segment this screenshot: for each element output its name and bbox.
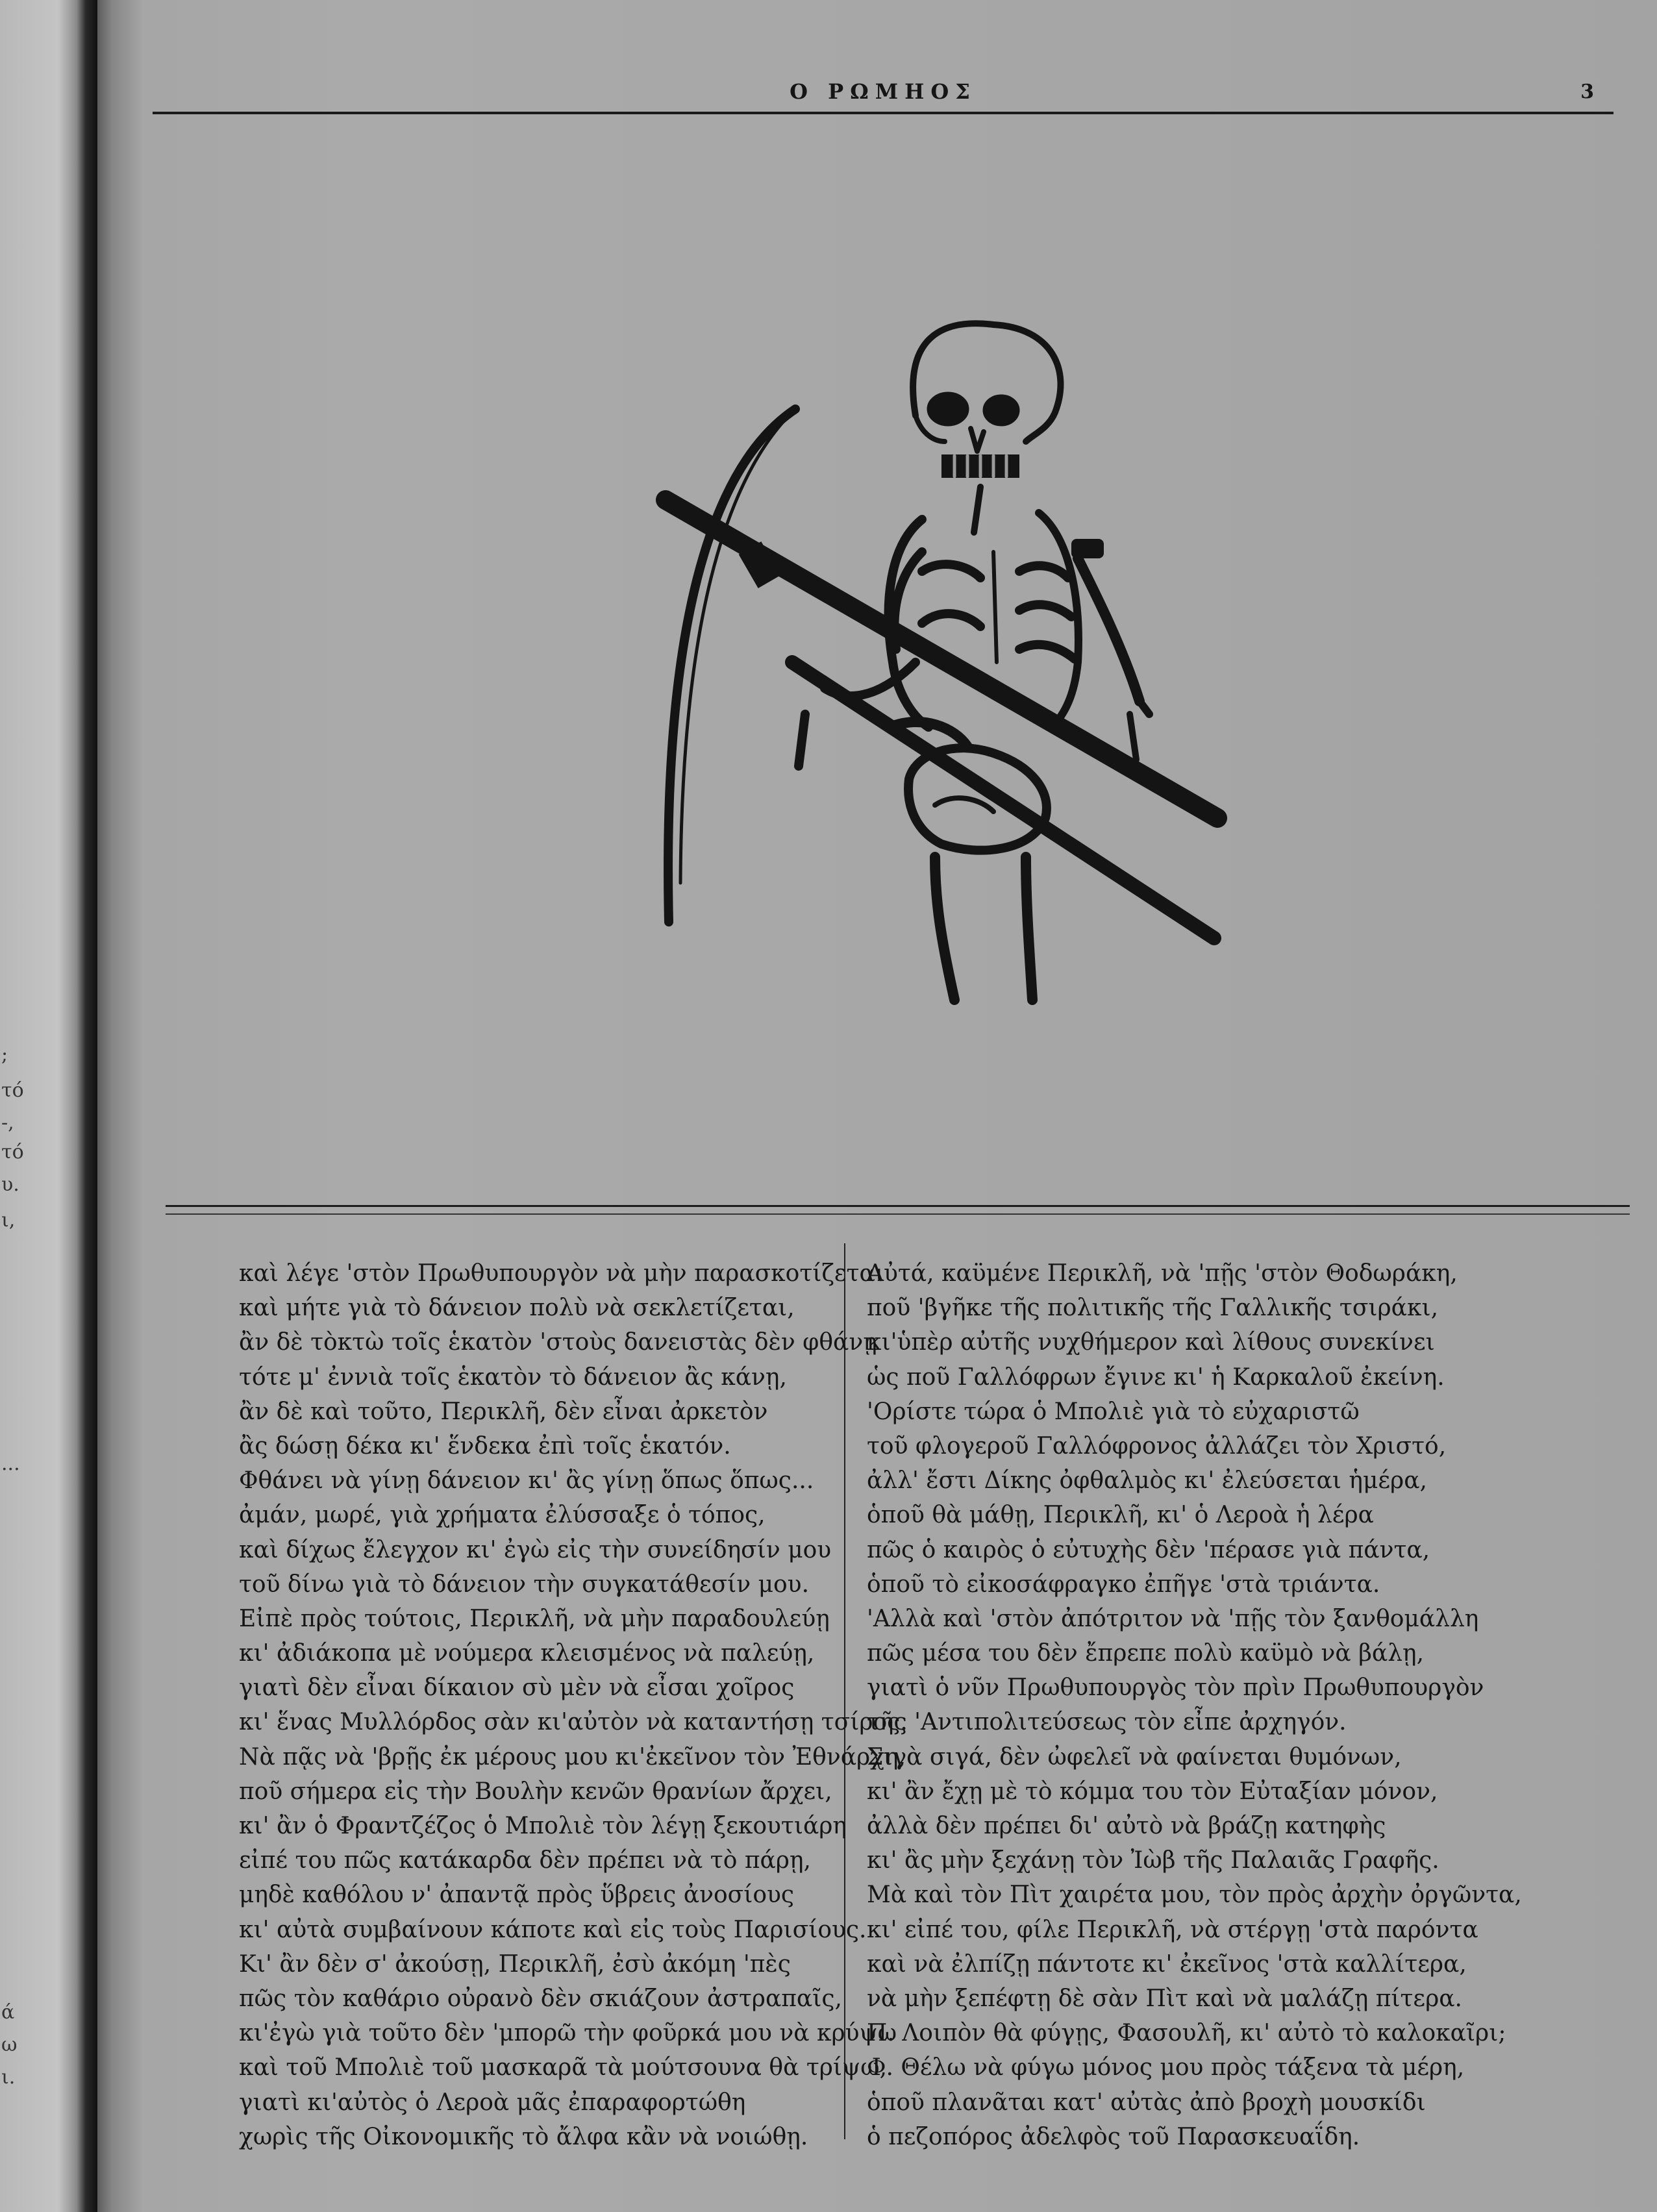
verse-line: Αὐτά, καϋμένε Περικλῆ, νὰ 'πῇς 'στὸν Θοδωράκη, — [867, 1260, 1458, 1287]
verse-line: κι' εἰπέ του, φίλε Περικλῆ, νὰ στέργῃ 'στὰ παρόντα — [867, 1916, 1478, 1943]
left-text-column — [239, 1256, 908, 2154]
margin-fragment: τό — [1, 1079, 24, 1102]
skeleton-scythe-illustration — [630, 299, 1227, 1019]
verse-line: τότε μ' ἐννιὰ τοῖς ἑκατὸν τὸ δάνειον ἂς κάνῃ, — [239, 1363, 787, 1391]
verse-line: καὶ δίχως ἔλεγχον κι' ἐγὼ εἰς τὴν συνείδησίν μου — [239, 1536, 832, 1563]
verse-line: ἂν δὲ τὸκτὼ τοῖς ἑκατὸν 'στοὺς δανειστὰς δὲν φθάνῃ — [239, 1329, 877, 1356]
verse-line: καὶ λέγε 'στὸν Πρωθυπουργὸν νὰ μὴν παρασκοτίζεται — [239, 1260, 884, 1287]
verse-line: ὡς ποῦ Γαλλόφρων ἔγινε κι' ἡ Καρκαλοῦ ἐκείνη. — [867, 1363, 1445, 1391]
verse-line: πῶς ὁ καιρὸς ὁ εὐτυχὴς δὲν 'πέρασε γιὰ πάντα, — [867, 1536, 1430, 1563]
verse-line: ἂς δώσῃ δέκα κι' ἕνδεκα ἐπὶ τοῖς ἑκατόν. — [239, 1432, 731, 1460]
verse-line: κι' ἀδιάκοπα μὲ νούμερα κλεισμένος νὰ παλεύῃ, — [239, 1640, 815, 1667]
right-text-column — [867, 1256, 1522, 2154]
margin-fragment: ω — [1, 2033, 18, 2056]
verse-line: τῆς 'Αντιπολιτεύσεως τὸν εἶπε ἀρχηγόν. — [867, 1709, 1347, 1736]
verse-line: ὁ πεζοπόρος ἀδελφὸς τοῦ Παρασκευαΐδη. — [867, 2123, 1360, 2150]
verse-line: ὁποῦ πλανᾶται κατ' αὐτὰς ἀπὸ βροχὴ μουσκίδι — [867, 2089, 1426, 2116]
verse-line: κι'ἐγὼ γιὰ τοῦτο δὲν 'μπορῶ τὴν φοῦρκά μου νὰ κρύψω — [239, 2020, 897, 2047]
verse-line: ποῦ σήμερα εἰς τὴν Βουλὴν κενῶν θρανίων ἄρχει, — [239, 1778, 832, 1805]
verse-line: Εἰπὲ πρὸς τούτοις, Περικλῆ, νὰ μὴν παραδουλεύῃ — [239, 1605, 830, 1632]
verse-line: κι' ἕνας Μυλλόρδος σὰν κι'αὐτὸν νὰ καταντήσῃ τσίρος. — [239, 1709, 908, 1736]
verse-line: Π. Λοιπὸν θὰ φύγῃς, Φασουλῆ, κι' αὐτὸ τὸ καλοκαῖρι; — [867, 2020, 1506, 2047]
verse-line: ὁποῦ τὸ εἰκοσάφραγκο ἐπῆγε 'στὰ τριάντα. — [867, 1571, 1380, 1598]
verse-line: καὶ νὰ ἐλπίζῃ πάντοτε κι' ἐκεῖνος 'στὰ καλλίτερα, — [867, 1950, 1467, 1978]
adjacent-page-fragments — [1, 0, 27, 2212]
newspaper-page — [97, 0, 1657, 2212]
section-rule — [166, 1205, 1630, 1215]
verse-line: χωρὶς τῆς Οἰκονομικῆς τὸ ἄλφα κἂν νὰ νοιώθῃ. — [239, 2123, 808, 2150]
margin-fragment: -, — [1, 1112, 14, 1134]
verse-line: εἰπέ του πῶς κατάκαρδα δὲν πρέπει νὰ τὸ πάρῃ, — [239, 1847, 811, 1874]
verse-line: νὰ μὴν ξεπέφτῃ δὲ σὰν Πὶτ καὶ νὰ μαλάζῃ πίτερα. — [867, 1985, 1462, 2012]
verse-line: πῶς τὸν καθάριο οὐρανὸ δὲν σκιάζουν ἀστραπαῖς, — [239, 1985, 842, 2012]
margin-fragment: ι. — [1, 2066, 16, 2089]
verse-line: γιατὶ δὲν εἶναι δίκαιον σὺ μὲν νὰ εἶσαι χοῖρος — [239, 1674, 795, 1702]
margin-fragment: τό — [1, 1141, 24, 1163]
verse-line: ὁποῦ θὰ μάθῃ, Περικλῆ, κι' ὁ Λεροὰ ἡ λέρα — [867, 1502, 1374, 1529]
verse-line: 'Ορίστε τώρα ὁ Μπολιὲ γιὰ τὸ εὐχαριστῶ — [867, 1398, 1360, 1425]
verse-line: γιατὶ κι'αὐτὸς ὁ Λεροὰ μᾶς ἐπαραφορτώθη — [239, 2089, 746, 2116]
verse-line: καὶ μήτε γιὰ τὸ δάνειον πολὺ νὰ σεκλετίζεται, — [239, 1295, 795, 1322]
verse-line: Φθάνει νὰ γίνῃ δάνειον κι' ἂς γίνῃ ὅπως ὅπως... — [239, 1467, 814, 1495]
verse-line: κι' ἂς μὴν ξεχάνῃ τὸν Ἰὼβ τῆς Παλαιᾶς Γραφῆς. — [867, 1847, 1439, 1874]
margin-fragment: ... — [1, 1452, 20, 1475]
verse-line: κι' ἂν ὁ Φραντζέζος ὁ Μπολιὲ τὸν λέγῃ ξεκουτιάρη — [239, 1813, 847, 1839]
verse-line: Σιγὰ σιγά, δὲν ὠφελεῖ νὰ φαίνεται θυμόνων, — [867, 1743, 1402, 1771]
margin-fragment: ά — [1, 2001, 15, 2024]
verse-line: καὶ τοῦ Μπολιὲ τοῦ μασκαρᾶ τὰ μούτσουνα θὰ τρίψω, — [239, 2054, 888, 2082]
verse-line: 'Αλλὰ καὶ 'στὸν ἀπότριτον νὰ 'πῇς τὸν ξανθομάλλη — [867, 1605, 1479, 1632]
page-number: 3 — [1580, 81, 1594, 103]
header-rule — [153, 112, 1613, 114]
verse-line: μηδὲ καθόλου ν' ἀπαντᾷ πρὸς ὕβρεις ἀνοσίους — [239, 1882, 795, 1909]
verse-line: Κι' ἂν δὲν σ' ἀκούσῃ, Περικλῆ, ἐσὺ ἀκόμη 'πὲς — [239, 1950, 791, 1978]
verse-line: Μὰ καὶ τὸν Πὶτ χαιρέτα μου, τὸν πρὸς ἀρχὴν ὀργῶντα, — [867, 1882, 1522, 1909]
margin-fragment: υ. — [1, 1173, 19, 1196]
verse-line: ἀλλ' ἔστι Δίκης ὀφθαλμὸς κι' ἐλεύσεται ἡμέρα, — [867, 1467, 1427, 1495]
verse-line: κι'ὑπὲρ αὐτῆς νυχθήμερον καὶ λίθους συνεκίνει — [867, 1329, 1435, 1356]
verse-line: Νὰ πᾷς νὰ 'βρῇς ἐκ μέρους μου κι'ἐκεῖνον τὸν Ἐθνάρχη, — [239, 1743, 906, 1771]
verse-line: γιατὶ ὁ νῦν Πρωθυπουργὸς τὸν πρὶν Πρωθυπουργὸν — [867, 1674, 1484, 1702]
verse-line: Φ. Θέλω νὰ φύγω μόνος μου πρὸς τάξενα τὰ μέρη, — [867, 2054, 1465, 2082]
verse-line: τοῦ φλογεροῦ Γαλλόφρονος ἀλλάζει τὸν Χριστό, — [867, 1432, 1447, 1460]
verse-line: πῶς μέσα του δὲν ἔπρεπε πολὺ καϋμὸ νὰ βάλῃ, — [867, 1640, 1425, 1667]
verse-line: κι' αὐτὰ συμβαίνουν κάποτε καὶ εἰς τοὺς Παρισίους. — [239, 1916, 867, 1943]
verse-line: ἂν δὲ καὶ τοῦτο, Περικλῆ, δὲν εἶναι ἀρκετὸν — [239, 1398, 768, 1425]
verse-line: ἀλλὰ δὲν πρέπει δι' αὐτὸ νὰ βράζῃ κατηφὴς — [867, 1813, 1386, 1839]
verse-line: τοῦ δίνω γιὰ τὸ δάνειον τὴν συγκατάθεσίν μου. — [239, 1571, 810, 1598]
margin-fragment: ; — [1, 1043, 8, 1066]
margin-fragment: ι, — [1, 1209, 16, 1232]
verse-line: κι' ἂν ἔχῃ μὲ τὸ κόμμα του τὸν Εὐταξίαν μόνον, — [867, 1778, 1438, 1805]
verse-line: ποῦ 'βγῆκε τῆς πολιτικῆς τῆς Γαλλικῆς τσιράκι, — [867, 1295, 1439, 1322]
masthead-title: Ο ΡΩΜΗΟΣ — [790, 79, 977, 104]
verse-line: ἀμάν, μωρέ, γιὰ χρήματα ἐλύσσαξε ὁ τόπος, — [239, 1502, 766, 1529]
